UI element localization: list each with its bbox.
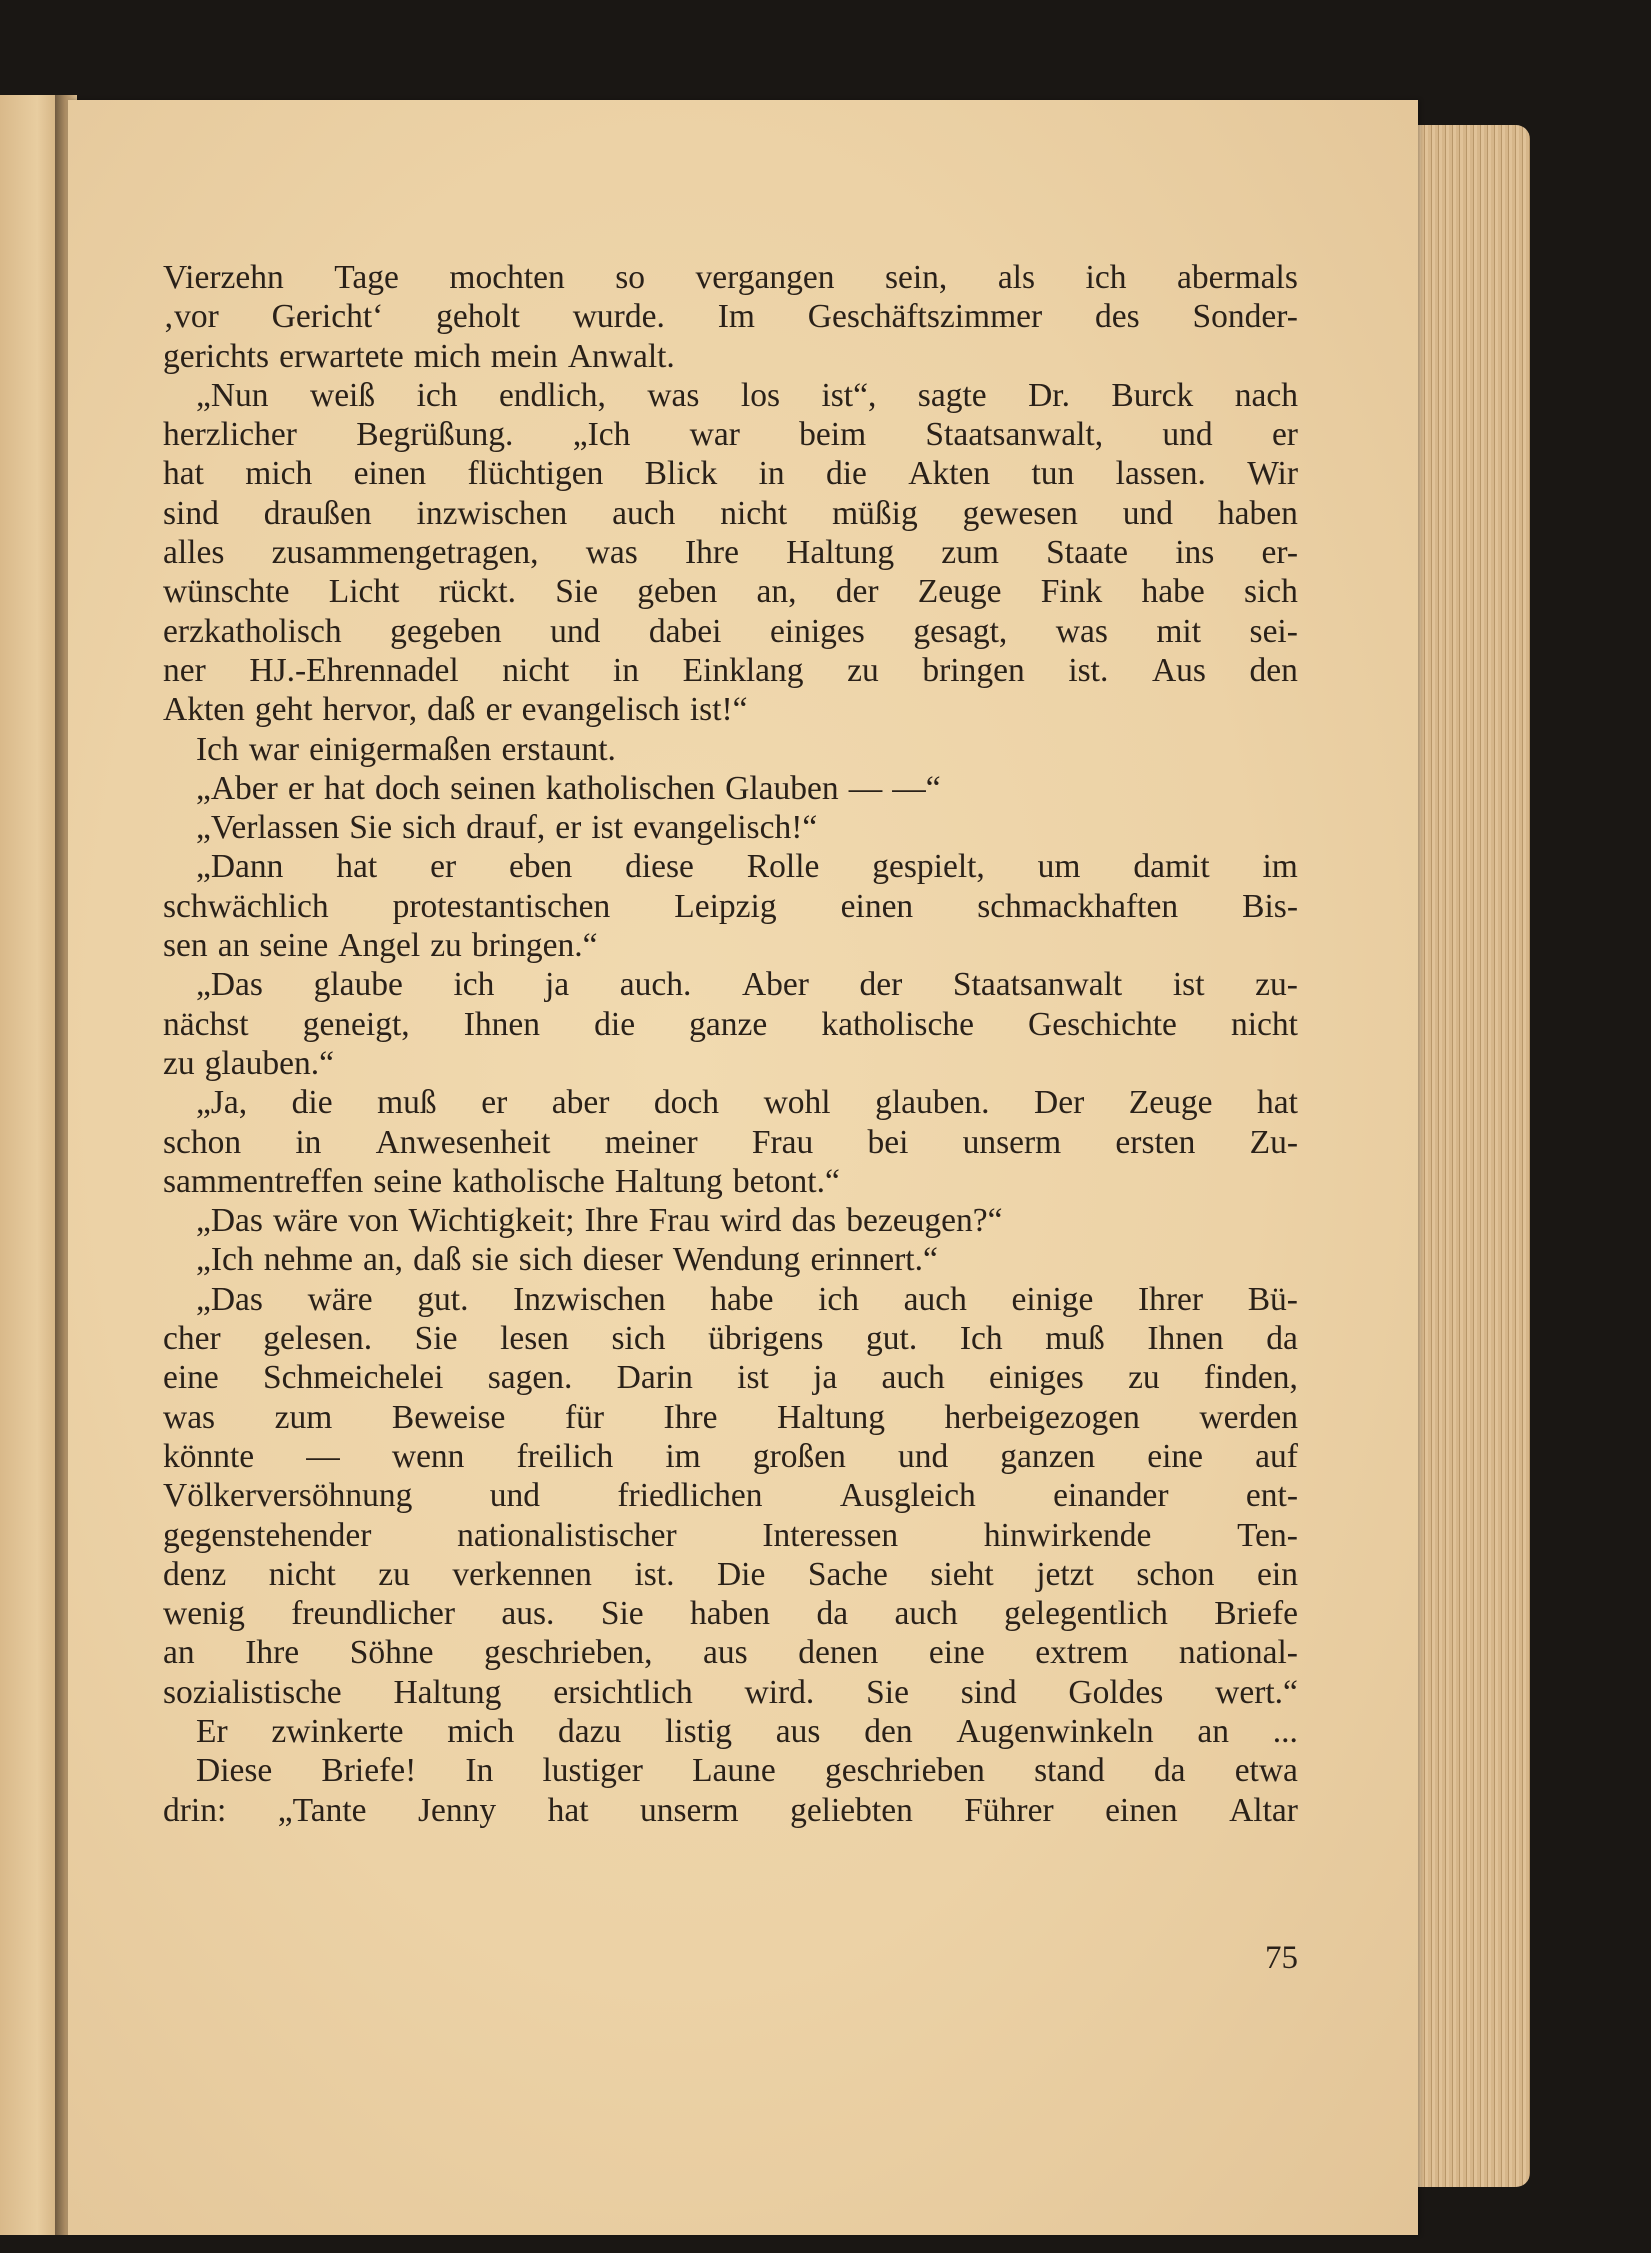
text-line: gerichts erwartete mich mein Anwalt. [163,337,675,375]
body-text [163,258,1298,1830]
text-line: „Aber er hat doch seinen katholischen Glauben — —“ [196,769,941,807]
text-line: sen an seine Angel zu bringen.“ [163,927,598,965]
text-line: ner HJ.-Ehrennadel nicht in Einklang zu bringen ist. Aus den [163,651,1298,689]
text-line: Vierzehn Tage mochten so vergangen sein, als ich abermals [163,259,1298,296]
previous-page-edge [0,95,62,2235]
text-line: sammentreffen seine katholische Haltung betont.“ [163,1162,840,1200]
text-line: zu glauben.“ [163,1044,334,1082]
text-line: „Verlassen Sie sich drauf, er ist evangelisch!“ [196,809,818,847]
text-line: was zum Beweise für Ihre Haltung herbeigezogen werden [163,1398,1298,1436]
text-line: „Nun weiß ich endlich, was los ist“, sagte Dr. Burck nach [196,376,1298,414]
text-line: „Dann hat er eben diese Rolle gespielt, um damit im [196,848,1298,886]
text-line: Akten geht hervor, daß er evangelisch ist!“ [163,691,748,729]
text-line: „Das glaube ich ja auch. Aber der Staatsanwalt ist zu- [196,966,1298,1004]
text-line: cher gelesen. Sie lesen sich übrigens gut. Ich muß Ihnen da [163,1320,1298,1358]
text-line: könnte — wenn freilich im großen und ganzen eine auf [163,1437,1298,1475]
text-line: sozialistische Haltung ersichtlich wird. Sie sind Goldes wert.“ [163,1673,1298,1711]
text-line: ‚vor Gericht‘ geholt wurde. Im Geschäftszimmer des Sonder- [163,298,1298,336]
text-line: Ich war einigermaßen erstaunt. [196,730,616,768]
text-line: wünschte Licht rückt. Sie geben an, der Zeuge Fink habe sich [163,573,1298,611]
text-line: Völkerversöhnung und friedlichen Ausgleich einander ent- [163,1477,1298,1515]
text-line: denz nicht zu verkennen ist. Die Sache sieht jetzt schon ein [163,1555,1298,1593]
text-line: Er zwinkerte mich dazu listig aus den Augenwinkeln an ... [196,1712,1298,1750]
text-line: wenig freundlicher aus. Sie haben da auch gelegentlich Briefe [163,1595,1298,1633]
text-line: erzkatholisch gegeben und dabei einiges gesagt, was mit sei- [163,612,1298,650]
text-line: „Ich nehme an, daß sie sich dieser Wendung erinnert.“ [196,1241,938,1279]
text-line: Diese Briefe! In lustiger Laune geschrieben stand da etwa [196,1752,1298,1790]
text-line: „Das wäre gut. Inzwischen habe ich auch einige Ihrer Bü- [196,1280,1298,1318]
text-line: schwächlich protestantischen Leipzig einen schmackhaften Bis- [163,887,1298,925]
text-line: hat mich einen flüchtigen Blick in die Akten tun lassen. Wir [163,455,1298,493]
text-line: schon in Anwesenheit meiner Frau bei unserm ersten Zu- [163,1123,1298,1161]
text-line: an Ihre Söhne geschrieben, aus denen eine extrem national- [163,1634,1298,1672]
book-page [68,100,1418,2235]
page-block-edges [1400,125,1530,2187]
text-line: sind draußen inzwischen auch nicht müßig gewesen und haben [163,494,1298,532]
text-line: „Ja, die muß er aber doch wohl glauben. Der Zeuge hat [196,1084,1298,1122]
text-line: alles zusammengetragen, was Ihre Haltung zum Staate ins er- [163,534,1298,572]
text-line: nächst geneigt, Ihnen die ganze katholische Geschichte nicht [163,1005,1298,1043]
page-number: 75 [1265,1940,1298,1976]
text-line: gegenstehender nationalistischer Interessen hinwirkende Ten- [163,1516,1298,1554]
text-line: drin: „Tante Jenny hat unserm geliebten Führer einen Altar [163,1791,1298,1829]
text-line: „Das wäre von Wichtigkeit; Ihre Frau wird das bezeugen?“ [196,1202,1003,1240]
text-line: eine Schmeichelei sagen. Darin ist ja auch einiges zu finden, [163,1359,1298,1397]
text-line: herzlicher Begrüßung. „Ich war beim Staatsanwalt, und er [163,416,1298,454]
